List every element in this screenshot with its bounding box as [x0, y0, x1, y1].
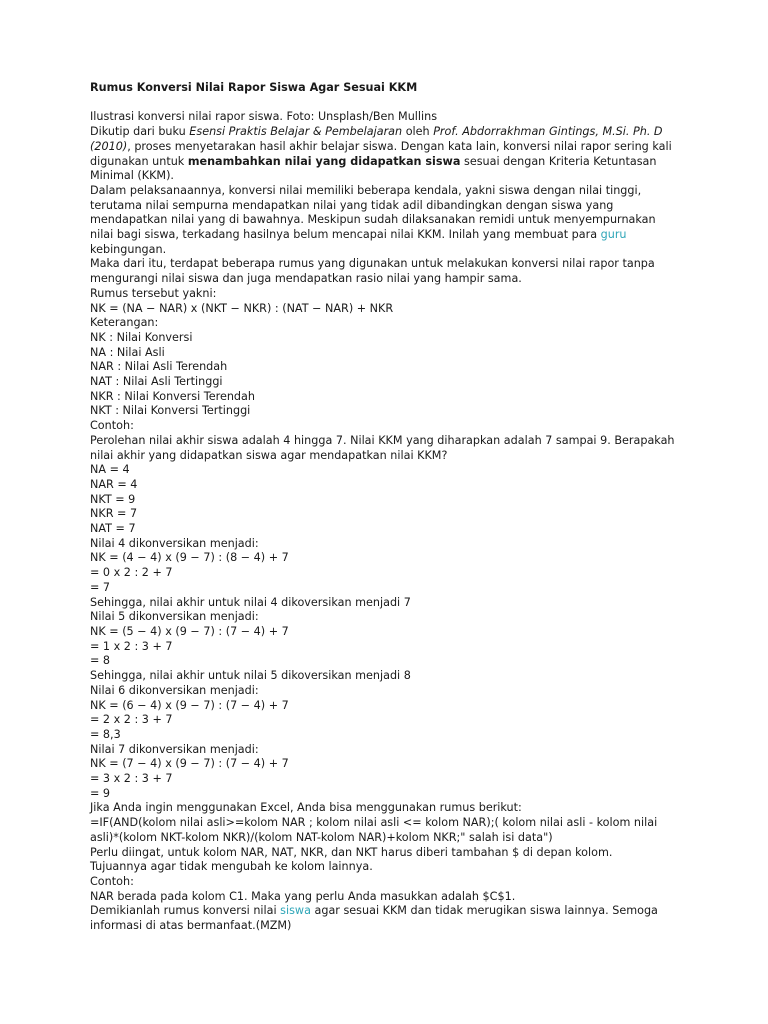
formula-block — [90, 287, 680, 434]
text-line: Keterangan: — [90, 316, 159, 330]
kendala-text: Dalam pelaksanaannya, konversi nilai memiliki beberapa kendala, yakni siswa dengan nilai tinggi, terutama nilai sempurna mendapatkan nilai yang tidak adil dibandingkan dengan siswa yang mendapatkan nilai yang di bawahnya. Meskipun sudah dilaksanakan remidi untuk menyempurnakan nilai bagi siswa, terkadang hasilnya belum mencapai nilai KKM. Inilah yang membuat para — [90, 183, 656, 242]
text-line: Contoh: — [90, 419, 134, 433]
text-line: NAR : Nilai Asli Terendah — [90, 360, 228, 374]
text-line: NK = (NA − NAR) x (NKT − NKR) : (NAT − NAR) + NKR — [90, 301, 394, 315]
closing-text: Demikianlah rumus konversi nilai — [90, 904, 281, 918]
text-line: NK = (5 − 4) x (9 − 7) : (7 − 4) + 7 — [90, 625, 289, 638]
text-line: NKR : Nilai Konversi Terendah — [90, 389, 255, 403]
text-line: = 1 x 2 : 3 + 7 — [90, 639, 173, 653]
text-line: Nilai 5 dikonversikan menjadi: — [90, 610, 259, 624]
text-line: = 7 — [90, 580, 111, 594]
text-line: NAR berada pada kolom C1. Maka yang perlu Anda masukkan adalah $C$1. — [90, 889, 516, 903]
kendala-paragraph — [90, 184, 680, 258]
text-line: Nilai 7 dikonversikan menjadi: — [90, 742, 259, 756]
image-caption: Ilustrasi konversi nilai rapor siswa. Foto: Unsplash/Ben Mullins — [90, 110, 438, 124]
text-line: = 8,3 — [90, 727, 121, 741]
text-line: NAT = 7 — [90, 522, 136, 536]
text-line: = 2 x 2 : 3 + 7 — [90, 713, 173, 727]
text-line: Jika Anda ingin menggunakan Excel, Anda bisa menggunakan rumus berikut: — [90, 801, 522, 815]
intro-text-4: sesuai dengan Kriteria Ketuntasan Minimal (KKM). — [90, 154, 657, 183]
text-line: = 9 — [90, 786, 111, 800]
document-page — [90, 81, 680, 934]
text-line: = 0 x 2 : 2 + 7 — [90, 566, 173, 580]
text-line: NKT : Nilai Konversi Tertinggi — [90, 404, 251, 418]
text-line: Tujuannya agar tidak mengubah ke kolom lainnya. — [90, 860, 373, 874]
intro-paragraph — [90, 125, 680, 184]
siswa-link[interactable]: siswa — [280, 904, 311, 918]
intro-bold-phrase: menambahkan nilai yang didapatkan siswa — [187, 154, 461, 168]
text-line: Nilai 6 dikonversikan menjadi: — [90, 683, 259, 697]
book-author: Prof. Abdorrakhman Gintings, M.Si. Ph. D (2010) — [90, 125, 663, 153]
text-line: NKT = 9 — [90, 492, 136, 506]
text-line: Nilai 4 dikonversikan menjadi: — [90, 536, 259, 550]
text-line: NAT : Nilai Asli Tertinggi — [90, 375, 223, 389]
text-line: NKR = 7 — [90, 507, 138, 521]
intro-text-2: oleh — [402, 125, 434, 139]
text-line: Sehingga, nilai akhir untuk nilai 5 dikoversikan menjadi 8 — [90, 669, 411, 683]
example-block — [90, 463, 680, 816]
text-line: Perlu diingat, untuk kolom NAR, NAT, NKR, dan NKT harus diberi tambahan $ di depan kolom. — [90, 845, 613, 859]
book-title: Esensi Praktis Belajar & Pembelajaran — [189, 125, 403, 139]
text-line: Sehingga, nilai akhir untuk nilai 4 dikoversikan menjadi 7 — [90, 595, 411, 609]
intro-text-1: Dikutip dari buku — [90, 125, 190, 139]
closing-paragraph — [90, 904, 680, 933]
text-line: = 8 — [90, 654, 111, 668]
document-title: Rumus Konversi Nilai Rapor Siswa Agar Sesuai KKM — [90, 81, 418, 94]
text-line: Contoh: — [90, 874, 134, 888]
text-line: NA = 4 — [90, 463, 130, 477]
intro-text-3: , proses menyetarakan hasil akhir belajar siswa. Dengan kata lain, konversi nilai rapor sering kali digunakan untuk — [90, 139, 672, 168]
excel-formula: =IF(AND(kolom nilai asli>=kolom NAR ; kolom nilai asli <= kolom NAR);( kolom nilai asli - kolom nilai asli)*(kolom NKT-kolom NKR)/(kolom NAT-kolom NAR)+kolom NKR;" salah isi data") — [90, 816, 658, 844]
text-line: NK = (6 − 4) x (9 − 7) : (7 − 4) + 7 — [90, 698, 289, 712]
kendala-text-end: kebingungan. — [90, 242, 167, 256]
closing-text-end: agar sesuai KKM dan tidak merugikan siswa lainnya. Semoga informasi di atas bermanfaat.(MZM) — [90, 904, 658, 933]
guru-link[interactable]: guru — [600, 228, 627, 242]
text-line: NK = (7 − 4) x (9 − 7) : (7 − 4) + 7 — [90, 757, 289, 771]
text-line: = 3 x 2 : 3 + 7 — [90, 772, 173, 786]
text-line: Rumus tersebut yakni: — [90, 286, 217, 300]
rumus-intro-paragraph: Maka dari itu, terdapat beberapa rumus yang digunakan untuk melakukan konversi nilai rapor tanpa mengurangi nilai siswa dan juga mendapatkan rasio nilai yang hampir sama. — [90, 257, 655, 286]
text-line: NAR = 4 — [90, 477, 138, 491]
contoh-paragraph: Perolehan nilai akhir siswa adalah 4 hingga 7. Nilai KKM yang diharapkan adalah 7 sampai 9. Berapakah nilai akhir yang didapatkan siswa agar mendapatkan nilai KKM? — [90, 433, 675, 462]
text-line: NK : Nilai Konversi — [90, 330, 193, 344]
text-line: NK = (4 − 4) x (9 − 7) : (8 − 4) + 7 — [90, 551, 289, 565]
text-line: NA : Nilai Asli — [90, 345, 165, 359]
notes-block — [90, 846, 680, 905]
